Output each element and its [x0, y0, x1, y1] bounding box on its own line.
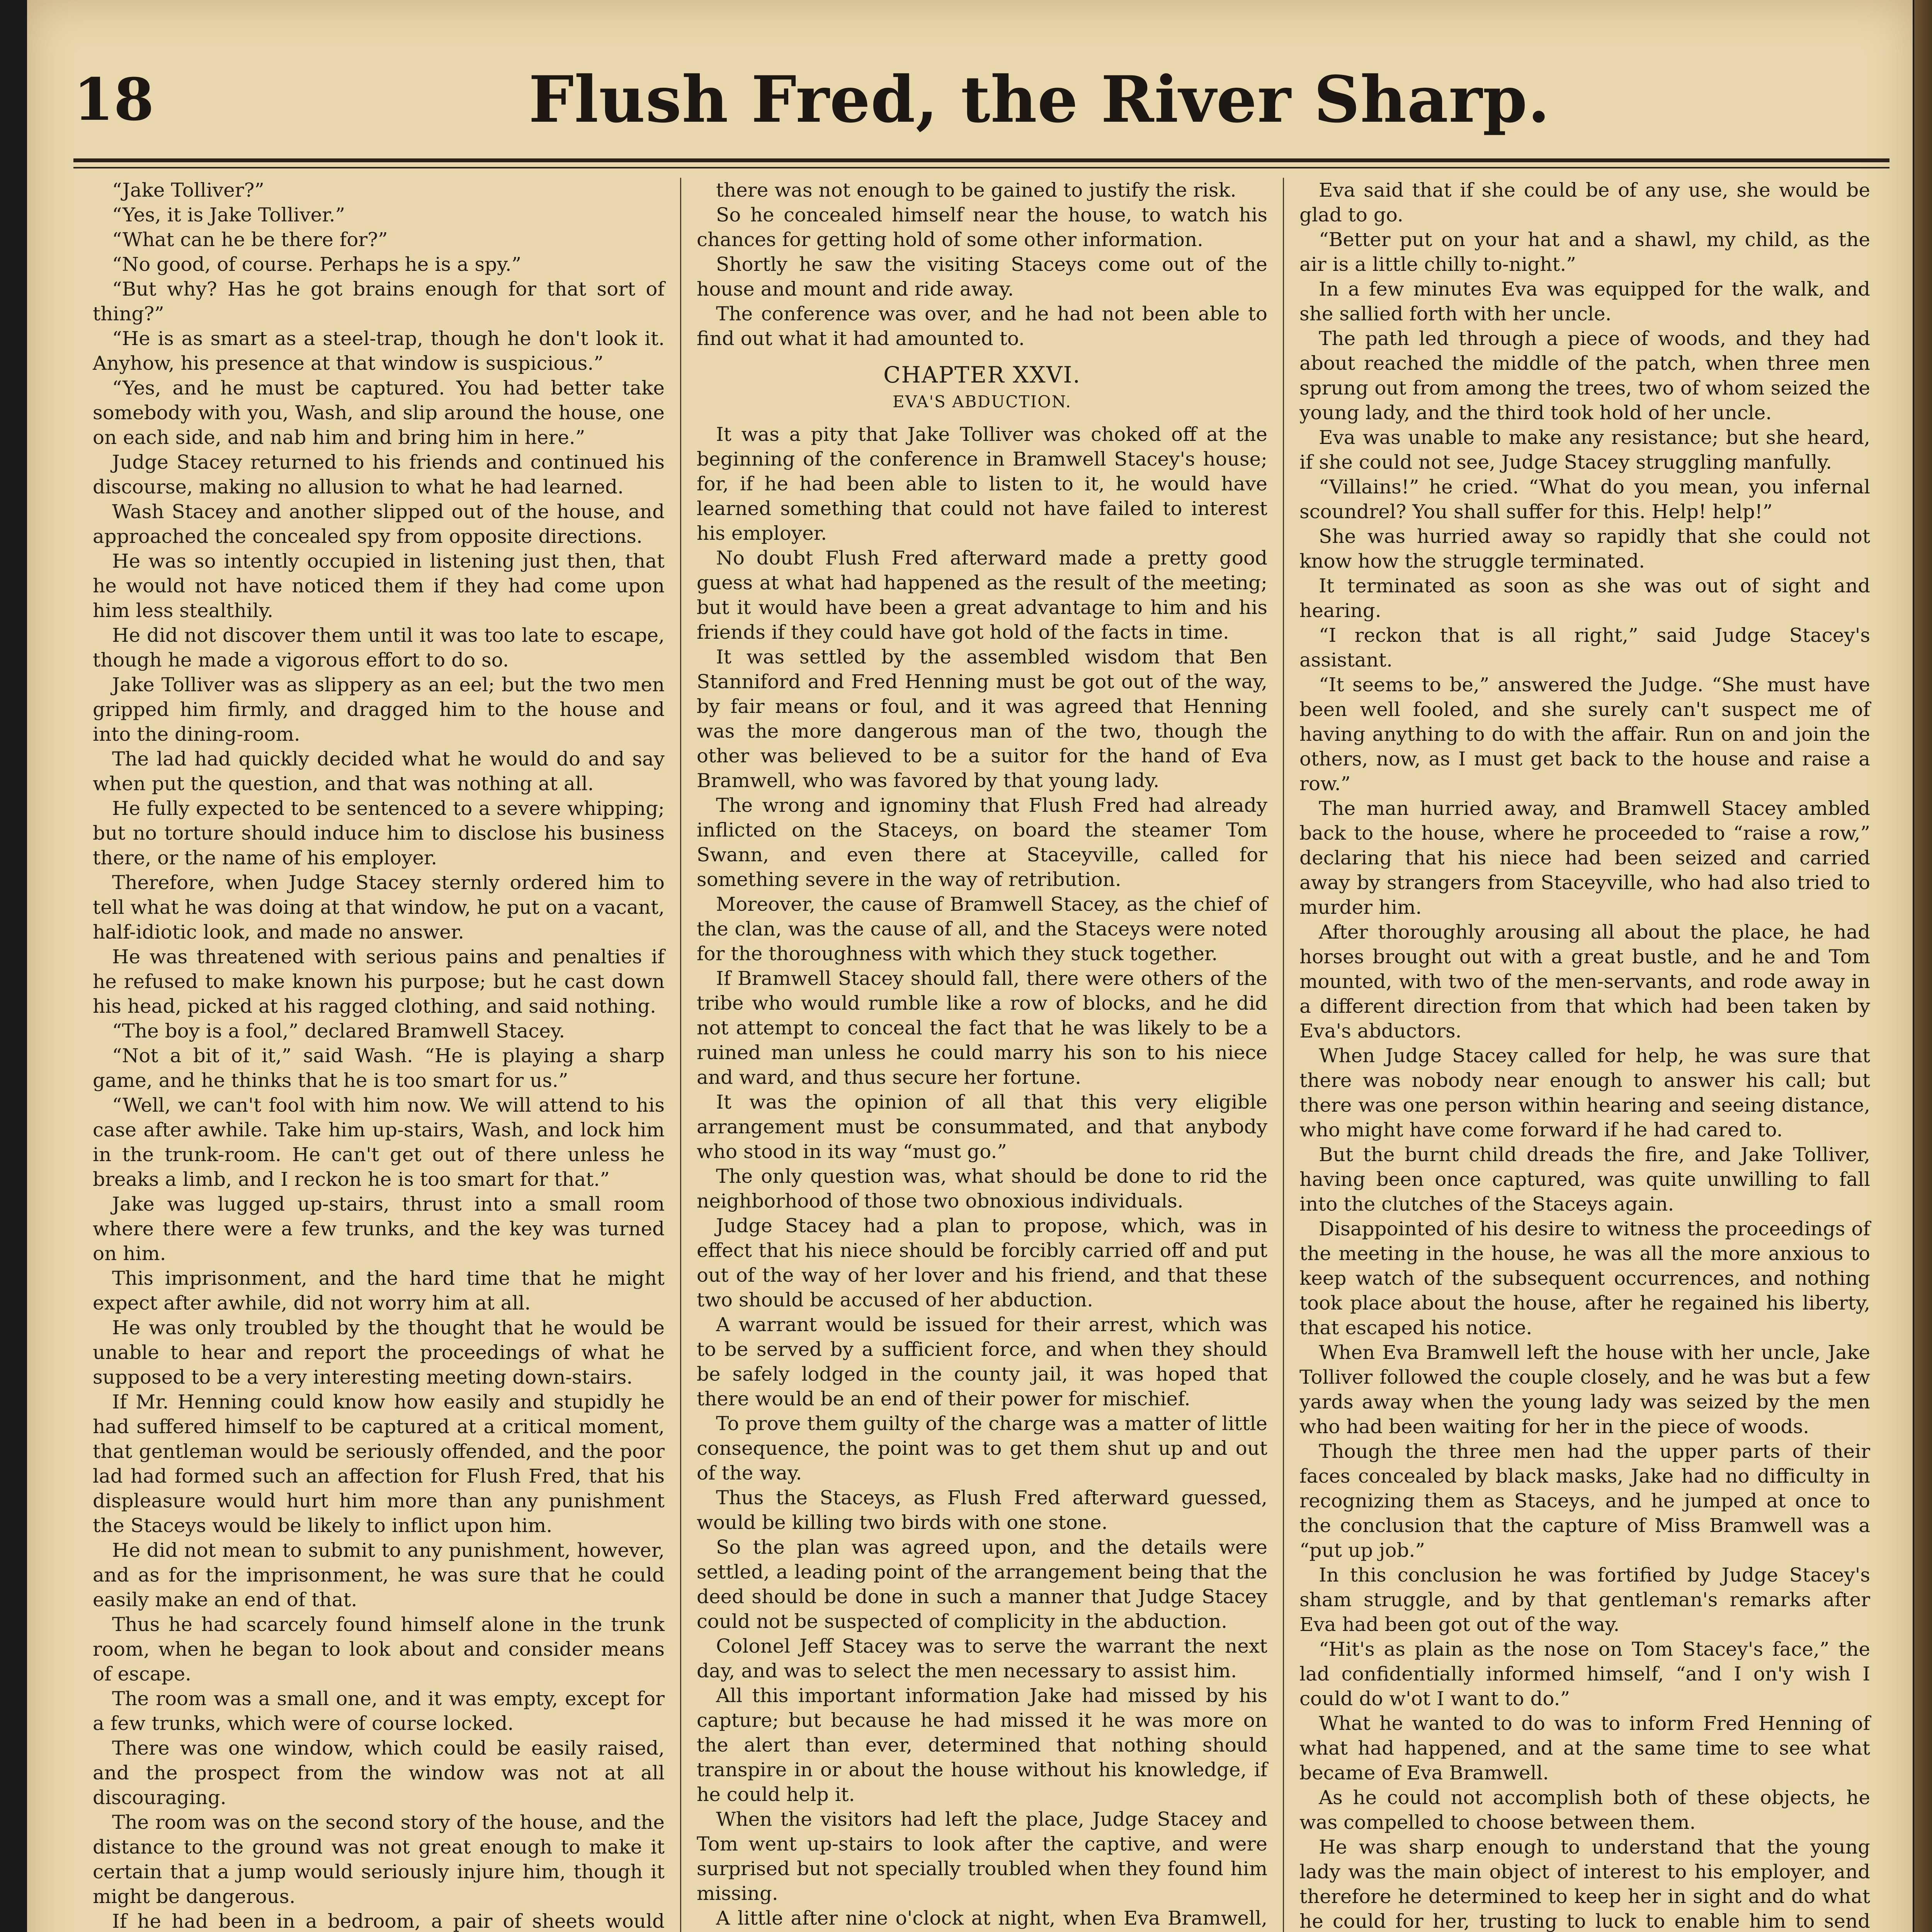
paragraph: He was so intently occupied in listening just then, that he would not have noticed them if they had come upon him less stealthily.: [93, 550, 665, 622]
paragraph: “But why? Has he got brains enough for that sort of thing?”: [93, 278, 665, 325]
page-spine: [1914, 0, 1932, 1932]
paragraph: He was sharp enough to understand that the young lady was the main object of interest to his employer, and therefore he determined to keep her in sight and do what he could for her, trusting to luck to enable him to send: [1299, 1836, 1870, 1932]
paragraph: “Yes, it is Jake Tolliver.”: [112, 204, 345, 226]
paragraph: “I reckon that is all right,” said Judge Stacey's assistant.: [1299, 624, 1870, 671]
paragraph: Shortly he saw the visiting Staceys come out of the house and mount and ride away.: [697, 253, 1267, 300]
paragraph: Judge Stacey returned to his friends and continued his discourse, making no allusion to what he had learned.: [93, 451, 665, 498]
paragraph: The room was on the second story of the house, and the distance to the ground was not great enough to make it certain that a jump would seriously injure him, though it might be dangerous.: [93, 1811, 665, 1908]
paragraph: She was hurried away so rapidly that she could not know how the struggle terminated.: [1299, 525, 1870, 572]
paragraph: It was settled by the assembled wisdom that Ben Stanniford and Fred Henning must be got out of the way, by fair means or foul, and it was agreed that Henning was the more dangerous man of the two, though the other was believed to be a suitor for the hand of Eva Bramwell, who was favored by that young lady.: [697, 646, 1267, 792]
paragraph: “No good, of course. Perhaps he is a spy.”: [112, 253, 522, 276]
paragraph: All this important information Jake had missed by his capture; but because he had missed it he was more on the alert than ever, determined that nothing should transpire in or about the house without his knowledge, if he could help it.: [697, 1684, 1267, 1806]
column-2-intro: [697, 178, 1267, 351]
paragraph: It was the opinion of all that this very eligible arrangement must be consummated, and that anybody who stood in its way “must go.”: [697, 1091, 1267, 1163]
paragraph: So he concealed himself near the house, to watch his chances for getting hold of some other information.: [697, 204, 1267, 251]
paragraph: “Better put on your hat and a shawl, my child, as the air is a little chilly to-night.”: [1299, 228, 1870, 276]
paragraph: “Villains!” he cried. “What do you mean, you infernal scoundrel? You shall suffer for this. Help! help!”: [1299, 476, 1870, 523]
paragraph: It was a pity that Jake Tolliver was choked off at the beginning of the conference in Bramwell Stacey's house; for, if he had been able to listen to it, he would have learned something that could not have failed to interest his employer.: [697, 423, 1267, 544]
paragraph: “Not a bit of it,” said Wash. “He is playing a sharp game, and he thinks that he is too smart for us.”: [93, 1044, 665, 1092]
paragraph: The room was a small one, and it was empty, except for a few trunks, which were of course locked.: [93, 1687, 665, 1735]
paragraph: The man hurried away, and Bramwell Stacey ambled back to the house, where he proceeded to “raise a row,” declaring that his niece had been seized and carried away by strangers from Staceyville, who had also tried to murder him.: [1299, 797, 1870, 918]
column-2-body: [697, 422, 1267, 1932]
column-3: [1283, 178, 1886, 1932]
paragraph: If Mr. Henning could know how easily and stupidly he had suffered himself to be captured at a critical moment, that gentleman would be seriously offended, and the poor lad had formed such an affection for Flush Fred, that his displeasure would hurt him more than any punishment the Staceys would be likely to inflict upon him.: [93, 1391, 665, 1537]
paragraph: Thus he had scarcely found himself alone in the trunk room, when he began to look about and consider means of escape.: [93, 1613, 665, 1685]
paragraph: Jake was lugged up-stairs, thrust into a small room where there were a few trunks, and the key was turned on him.: [93, 1193, 665, 1265]
paragraph: Colonel Jeff Stacey was to serve the warrant the next day, and was to select the men necessary to assist him.: [697, 1635, 1267, 1682]
header-rule-thin: [73, 167, 1889, 168]
paragraph: “The boy is a fool,” declared Bramwell Stacey.: [112, 1020, 565, 1042]
paragraph: “Hit's as plain as the nose on Tom Stacey's face,” the lad confidentially informed himself, “and I on'y wish I could do w'ot I want to do.”: [1299, 1638, 1870, 1710]
magazine-page: [27, 0, 1913, 1932]
paragraph: The wrong and ignominy that Flush Fred had already inflicted on the Staceys, on board the steamer Tom Swann, and even there at Staceyville, called for something severe in the way of retribution.: [697, 794, 1267, 891]
paragraph: To prove them guilty of the charge was a matter of little consequence, the point was to get them shut up and out of the way.: [697, 1412, 1267, 1484]
paragraph: A warrant would be issued for their arrest, which was to be served by a sufficient force, and when they should be safely lodged in the county jail, it was hoped that there would be an end of their power for mischief.: [697, 1313, 1267, 1410]
paragraph: When Eva Bramwell left the house with her uncle, Jake Tolliver followed the couple closely, and he was but a few yards away when the young lady was seized by the men who had been waiting for her in the piece of woods.: [1299, 1341, 1870, 1438]
column-3-part-1: [1299, 178, 1870, 1932]
paragraph: What he wanted to do was to inform Fred Henning of what had happened, and at the same time to see what became of Eva Bramwell.: [1299, 1712, 1870, 1784]
running-title: Flush Fred, the River Sharp.: [529, 62, 1550, 137]
page-header: [73, 58, 1889, 158]
paragraph: He was threatened with serious pains and penalties if he refused to make known his purpose; but he cast down his head, picked at his ragged clothing, and said nothing.: [93, 946, 665, 1017]
paragraph: If he had been in a bedroom, a pair of sheets would: [112, 1910, 665, 1932]
chapter-26-subtitle: EVA'S ABDUCTION.: [893, 392, 1071, 411]
paragraph: The lad had quickly decided what he would do and say when put the question, and that was nothing at all.: [93, 748, 665, 795]
paragraph: Though the three men had the upper parts of their faces concealed by black masks, Jake had no difficulty in recognizing them as Staceys, and he jumped at once to the conclusion that the capture of Miss Bramwell was a “put up job.”: [1299, 1440, 1870, 1561]
paragraph: In this conclusion he was fortified by Judge Stacey's sham struggle, and by that gentleman's remarks after Eva had been got out of the way.: [1299, 1564, 1870, 1636]
paragraph: The path led through a piece of woods, and they had about reached the middle of the patch, when three men sprung out from among the trees, two of whom seized the young lady, and the third took hold of her uncle.: [1299, 327, 1870, 424]
paragraph: “Yes, and he must be captured. You had better take somebody with you, Wash, and slip around the house, one on each side, and nab him and bring him in here.”: [93, 377, 665, 449]
paragraph: Disappointed of his desire to witness the proceedings of the meeting in the house, he was all the more anxious to keep watch of the subsequent occurrences, and nothing took place about the house, after he regained his liberty, that escaped his notice.: [1299, 1218, 1870, 1339]
paragraph: It terminated as soon as she was out of sight and hearing.: [1299, 575, 1870, 622]
paragraph: there was not enough to be gained to justify the risk.: [716, 179, 1236, 201]
paragraph: “Well, we can't fool with him now. We will attend to his case after awhile. Take him up-stairs, Wash, and lock him in the trunk-room. He can't get out of there unless he breaks a limb, and I reckon he is too smart for that.”: [93, 1094, 665, 1190]
paragraph: When the visitors had left the place, Judge Stacey and Tom went up-stairs to look after the captive, and were surprised but not specially troubled when they found him missing.: [697, 1808, 1267, 1905]
paragraph: Eva said that if she could be of any use, she would be glad to go.: [1299, 179, 1870, 226]
paragraph: He did not mean to submit to any punishment, however, and as for the imprisonment, he was sure that he could easily make an end of that.: [93, 1539, 665, 1611]
paragraph: Wash Stacey and another slipped out of the house, and approached the concealed spy from opposite directions.: [93, 500, 665, 548]
chapter-26-title: CHAPTER XXVI.: [883, 362, 1081, 388]
paragraph: As he could not accomplish both of these objects, he was compelled to choose between them.: [1299, 1786, 1870, 1833]
paragraph: No doubt Flush Fred afterward made a pretty good guess at what had happened as the result of the meeting; but it would have been a great advantage to him and his friends if they could have got hold of the facts in time.: [697, 547, 1267, 643]
paragraph: Thus the Staceys, as Flush Fred afterward guessed, would be killing two birds with one stone.: [697, 1486, 1267, 1534]
paragraph: Judge Stacey had a plan to propose, which, was in effect that his niece should be forcibly carried off and put out of the way of her lover and his friend, and that these two should be accused of her abduction.: [697, 1214, 1267, 1311]
paragraph: So the plan was agreed upon, and the details were settled, a leading point of the arrangement being that the deed should be done in such a manner that Judge Stacey could not be suspected of complicity in the abduction.: [697, 1536, 1267, 1633]
paragraph: Moreover, the cause of Bramwell Stacey, as the chief of the clan, was the cause of all, and the Staceys were noted for the thoroughness with which they stuck together.: [697, 893, 1267, 965]
paragraph: “Jake Tolliver?”: [112, 179, 264, 201]
paragraph: If Bramwell Stacey should fall, there were others of the tribe who would rumble like a row of blocks, and he did not attempt to conceal the fact that he was likely to be a ruined man unless he could marry his son to his niece and ward, and thus secure her fortune.: [697, 967, 1267, 1088]
paragraph: When Judge Stacey called for help, he was sure that there was nobody near enough to answer his call; but there was one person within hearing and seeing distance, who might have come forward if he had cared to.: [1299, 1044, 1870, 1141]
paragraph: There was one window, which could be easily raised, and the prospect from the window was not at all discouraging.: [93, 1737, 665, 1809]
paragraph: But the burnt child dreads the fire, and Jake Tolliver, having been once captured, was quite unwilling to fall into the clutches of the Staceys again.: [1299, 1143, 1870, 1215]
paragraph: A little after nine o'clock at night, when Eva Bramwell,: [716, 1907, 1267, 1929]
paragraph: He did not discover them until it was too late to escape, though he made a vigorous effort to do so.: [93, 624, 665, 671]
paragraph: He fully expected to be sentenced to a severe whipping; but no torture should induce him to disclose his business there, or the name of his employer.: [93, 797, 665, 869]
header-rule-thick: [73, 158, 1889, 162]
paragraph: Jake Tolliver was as slippery as an eel; but the two men gripped him firmly, and dragged him to the house and into the dining-room.: [93, 673, 665, 745]
paragraph: He was only troubled by the thought that he would be unable to hear and report the proceedings of what he supposed to be a very interesting meeting down-stairs.: [93, 1316, 665, 1388]
column-1: [77, 178, 680, 1932]
paragraph: After thoroughly arousing all about the place, he had horses brought out with a great bustle, and he and Tom mounted, with two of the men-servants, and rode away in a different direction from that which had been taken by Eva's abductors.: [1299, 921, 1870, 1042]
paragraph: In a few minutes Eva was equipped for the walk, and she sallied forth with her uncle.: [1299, 278, 1870, 325]
paragraph: Eva was unable to make any resistance; but she heard, if she could not see, Judge Stacey struggling manfully.: [1299, 426, 1870, 473]
paragraph: Therefore, when Judge Stacey sternly ordered him to tell what he was doing at that window, he put on a vacant, half-idiotic look, and made no answer.: [93, 871, 665, 943]
paragraph: This imprisonment, and the hard time that he might expect after awhile, did not worry him at all.: [93, 1267, 665, 1314]
column-2: [680, 178, 1283, 1932]
paragraph: The conference was over, and he had not been able to find out what it had amounted to.: [697, 303, 1267, 350]
paragraph: “It seems to be,” answered the Judge. “She must have been well fooled, and she surely can't suspect me of having anything to do with the affair. Run on and join the others, now, as I must get back to the house and raise a row.”: [1299, 673, 1870, 795]
paragraph: “He is as smart as a steel-trap, though he don't look it. Anyhow, his presence at that window is suspicious.”: [93, 327, 665, 374]
page-number: 18: [73, 66, 154, 134]
text-columns: [77, 178, 1886, 1932]
paragraph: “What can he be there for?”: [112, 228, 388, 251]
paragraph: The only question was, what should be done to rid the neighborhood of those two obnoxious individuals.: [697, 1165, 1267, 1212]
